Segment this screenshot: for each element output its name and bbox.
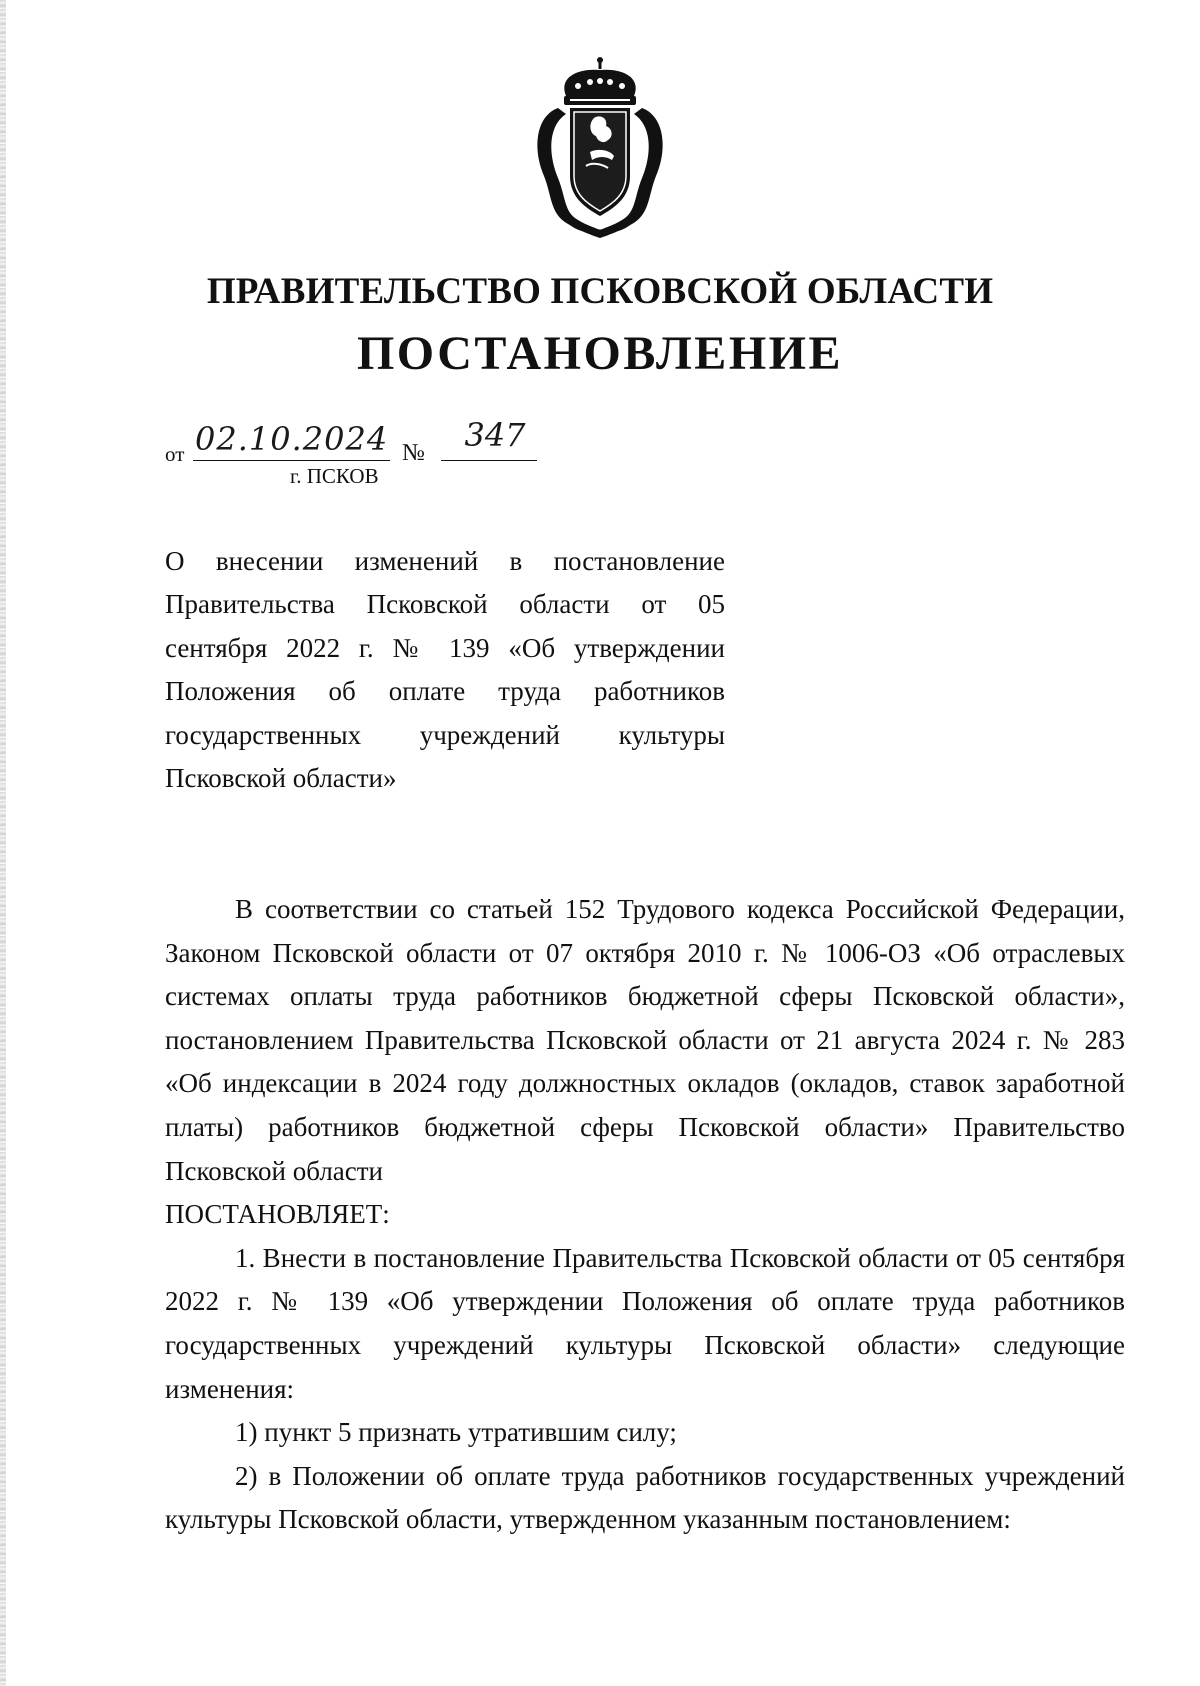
- number-prefix: №: [402, 440, 425, 466]
- coat-of-arms-icon: [528, 56, 672, 240]
- date-prefix: от: [165, 442, 185, 466]
- preamble-paragraph: В соответствии со статьей 152 Трудового кодекса Российской Федерации, Законом Псковской области от 07 октября 2010 г. № 1006-ОЗ «Об отраслевых системах оплаты труда работников бюджетной сферы Псковской области», постановлением Правительства Псковской области от 21 августа 2024 г. № 283 «Об индексации в 2024 году должностных окладов (окладов, ставок заработной платы) работников бюджетной сферы Псковской области» Правительство Псковской области: [165, 894, 1125, 1186]
- document-date: 02.10.2024: [195, 420, 389, 458]
- document-type-title: ПОСТАНОВЛЕНИЕ: [356, 327, 844, 380]
- number-underline: [441, 460, 537, 461]
- document-body: [165, 888, 1125, 1542]
- document-requisites: [165, 416, 565, 490]
- government-name: ПРАВИТЕЛЬСТВО ПСКОВСКОЙ ОБЛАСТИ: [206, 271, 994, 312]
- document-subject: О внесении изменений в постановление Правительства Псковской области от 05 сентября 2022 г. № 139 «Об утверждении Положения об оплате труда работников государственных учреждений культуры Псковской области»: [165, 546, 725, 794]
- city-label: г. ПСКОВ: [290, 464, 379, 488]
- document-number: 347: [464, 416, 526, 454]
- resolves-keyword: ПОСТАНОВЛЯЕТ:: [165, 1199, 390, 1230]
- item-1-paragraph: 1. Внести в постановление Правительства Псковской области от 05 сентября 2022 г. № 139 «Об утверждении Положения об оплате труда работников государственных учреждений культуры Псковской области» следующие изменения:: [165, 1242, 1125, 1404]
- subitem-1-paragraph: 1) пункт 5 признать утратившим силу;: [235, 1417, 677, 1448]
- date-underline: [193, 460, 390, 461]
- scan-edge: [0, 0, 6, 1686]
- subitem-2-paragraph: 2) в Положении об оплате труда работников государственных учреждений культуры Псковской области, утвержденном указанным постановлением:: [165, 1460, 1125, 1535]
